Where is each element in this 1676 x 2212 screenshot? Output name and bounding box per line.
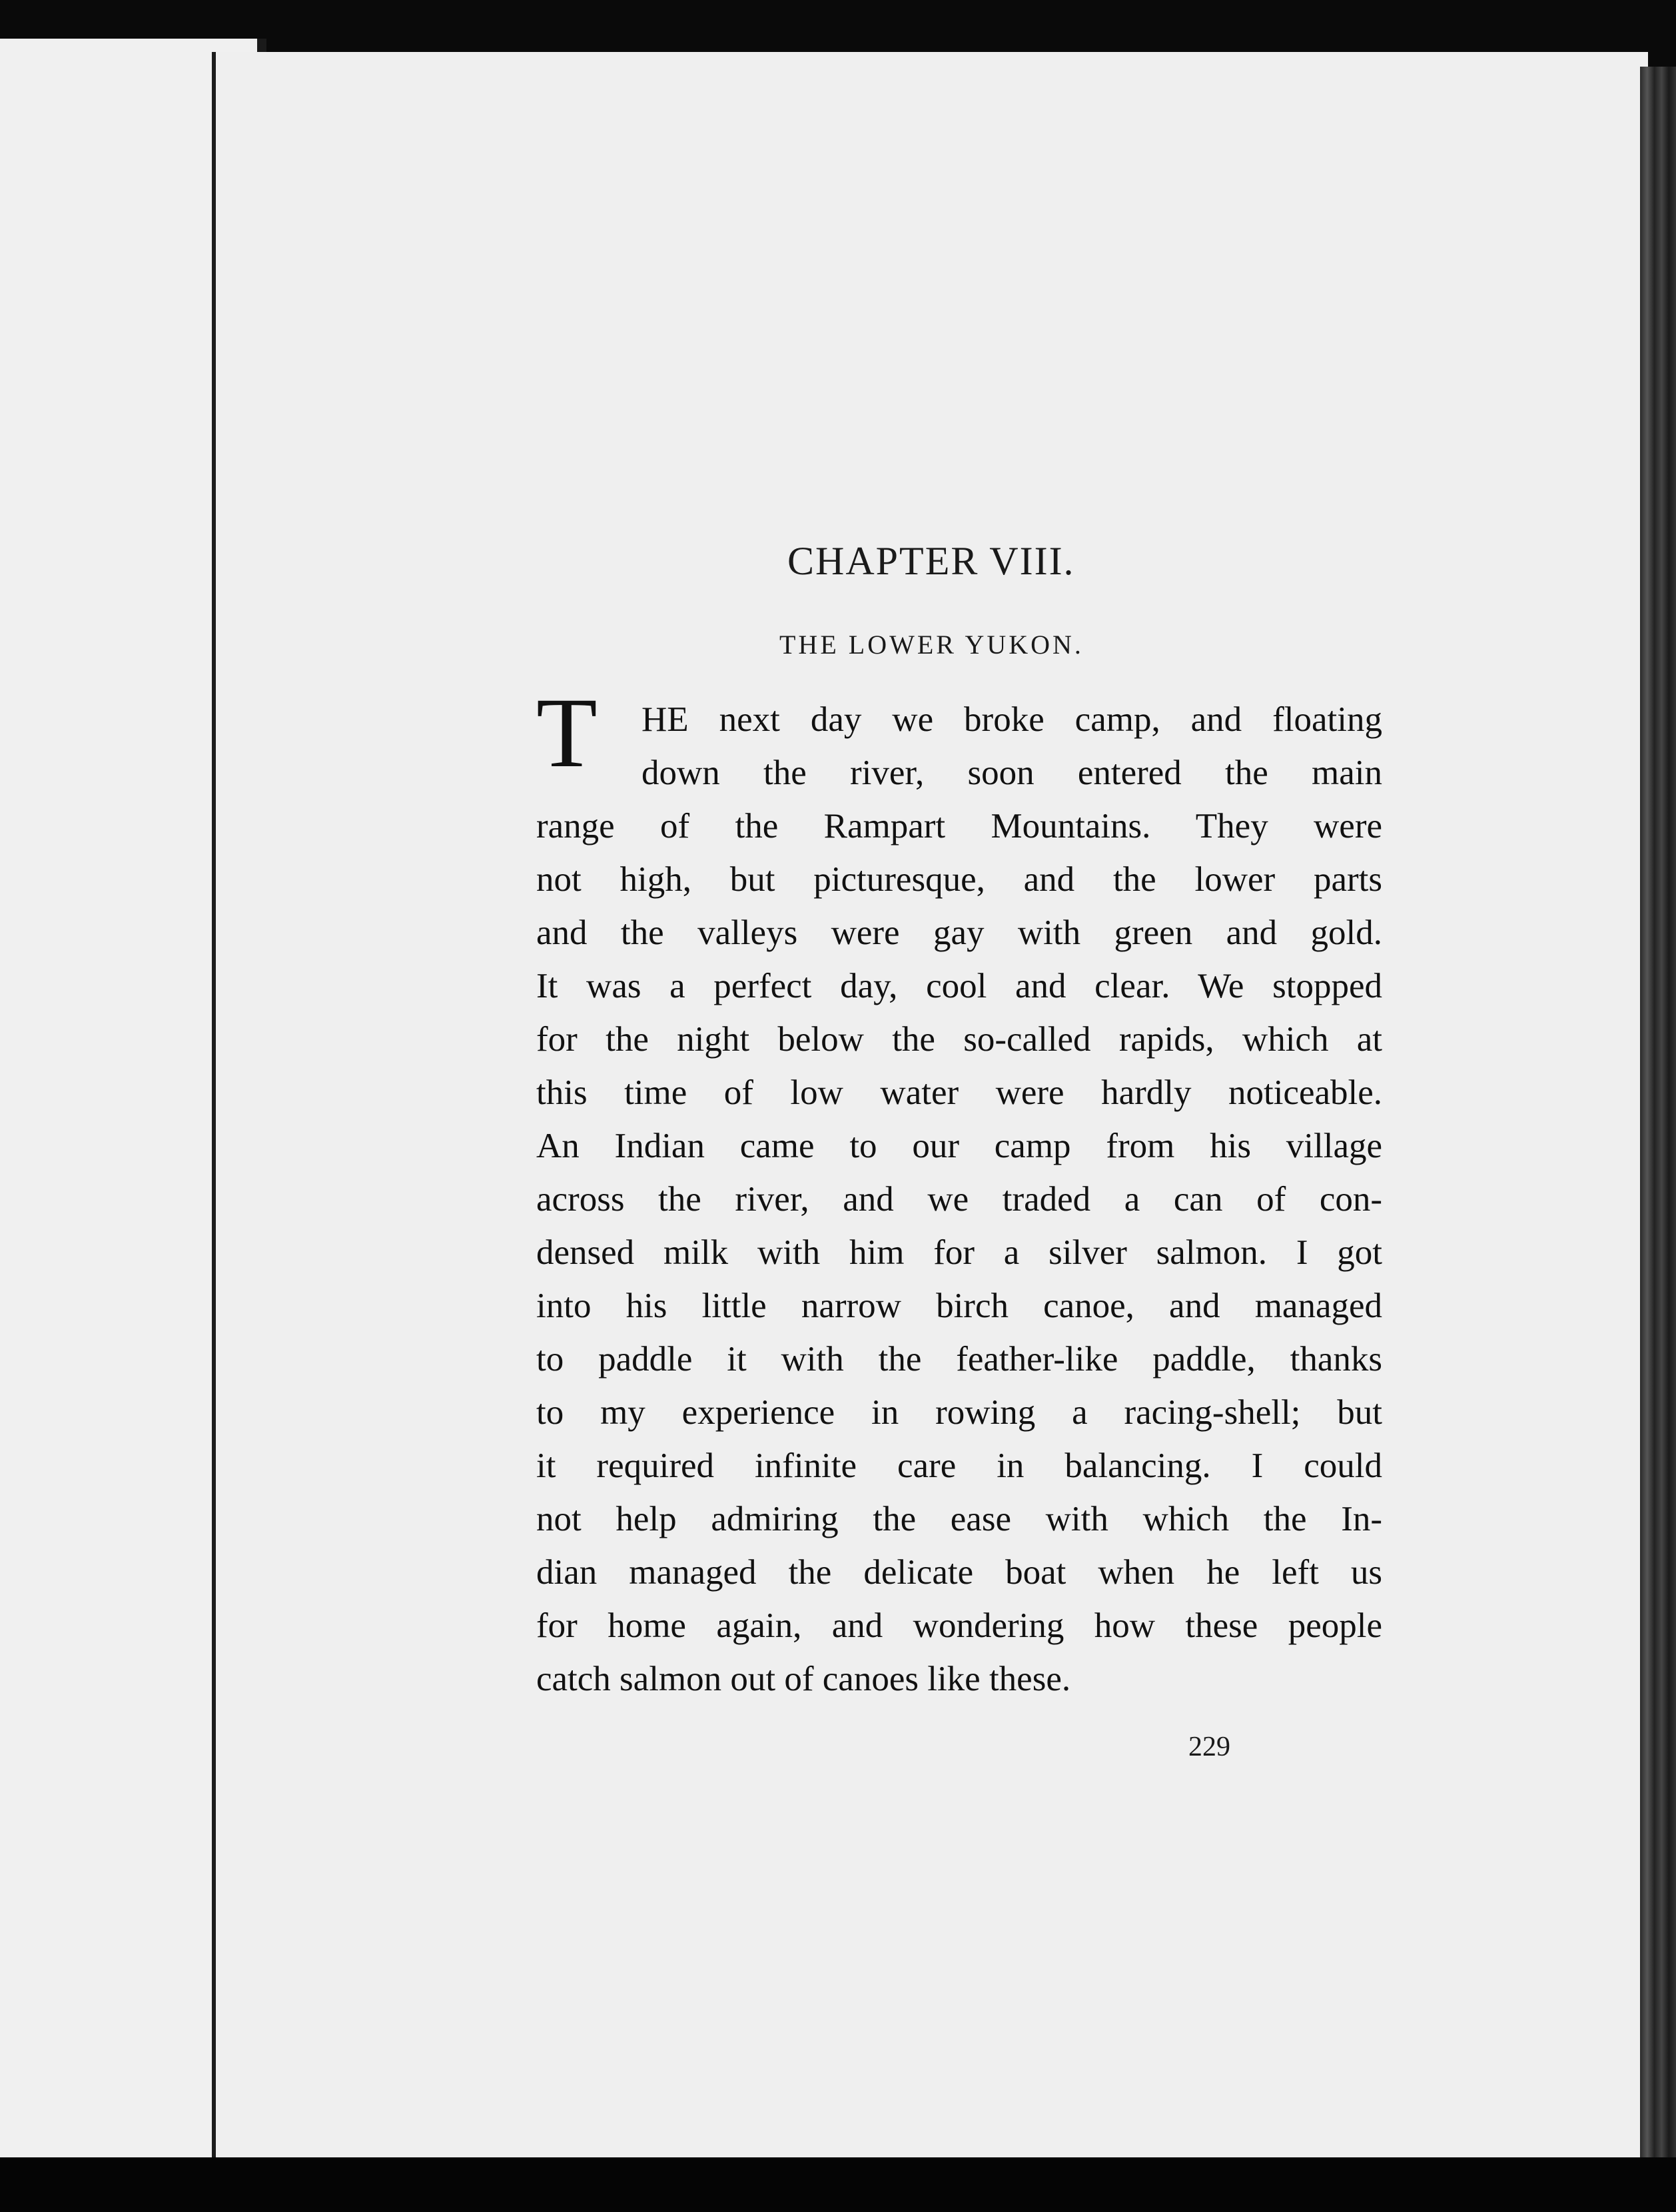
chapter-subtitle: THE LOWER YUKON.	[779, 630, 1084, 660]
text-line: down the river, soon entered the main	[641, 754, 1382, 792]
text-line: range of the Rampart Mountains. They were	[536, 807, 1382, 845]
text-line: this time of low water were hardly noticeable.	[536, 1073, 1382, 1112]
chapter-title: CHAPTER VIII.	[787, 539, 1075, 583]
text-line: HE next day we broke camp, and floating	[641, 700, 1382, 739]
text-line: densed milk with him for a silver salmon. I got	[536, 1233, 1382, 1272]
text-line: not help admiring the ease with which the In-	[536, 1500, 1382, 1538]
text-line: to my experience in rowing a racing-shell; but	[536, 1393, 1382, 1432]
text-line: It was a perfect day, cool and clear. We stopped	[536, 967, 1382, 1005]
chapter-body-paragraph	[536, 693, 1382, 1706]
page-edges	[1640, 67, 1676, 2165]
text-line: for home again, and wondering how these people	[536, 1606, 1382, 1645]
text-line: An Indian came to our camp from his village	[536, 1127, 1382, 1165]
text-line: not high, but picturesque, and the lower parts	[536, 860, 1382, 899]
text-line: it required infinite care in balancing. I could	[536, 1446, 1382, 1485]
text-line: into his little narrow birch canoe, and managed	[536, 1287, 1382, 1325]
text-line: and the valleys were gay with green and gold.	[536, 913, 1382, 952]
page-number: 229	[1188, 1732, 1230, 1762]
scan-border	[0, 2157, 1676, 2212]
text-line: dian managed the delicate boat when he left us	[536, 1553, 1382, 1592]
text-line: across the river, and we traded a can of con-	[536, 1180, 1382, 1219]
drop-cap: T	[536, 678, 598, 788]
text-line: catch salmon out of canoes like these.	[536, 1660, 1071, 1698]
text-line: to paddle it with the feather-like paddle, thanks	[536, 1340, 1382, 1379]
text-line: for the night below the so-called rapids, which at	[536, 1020, 1382, 1059]
